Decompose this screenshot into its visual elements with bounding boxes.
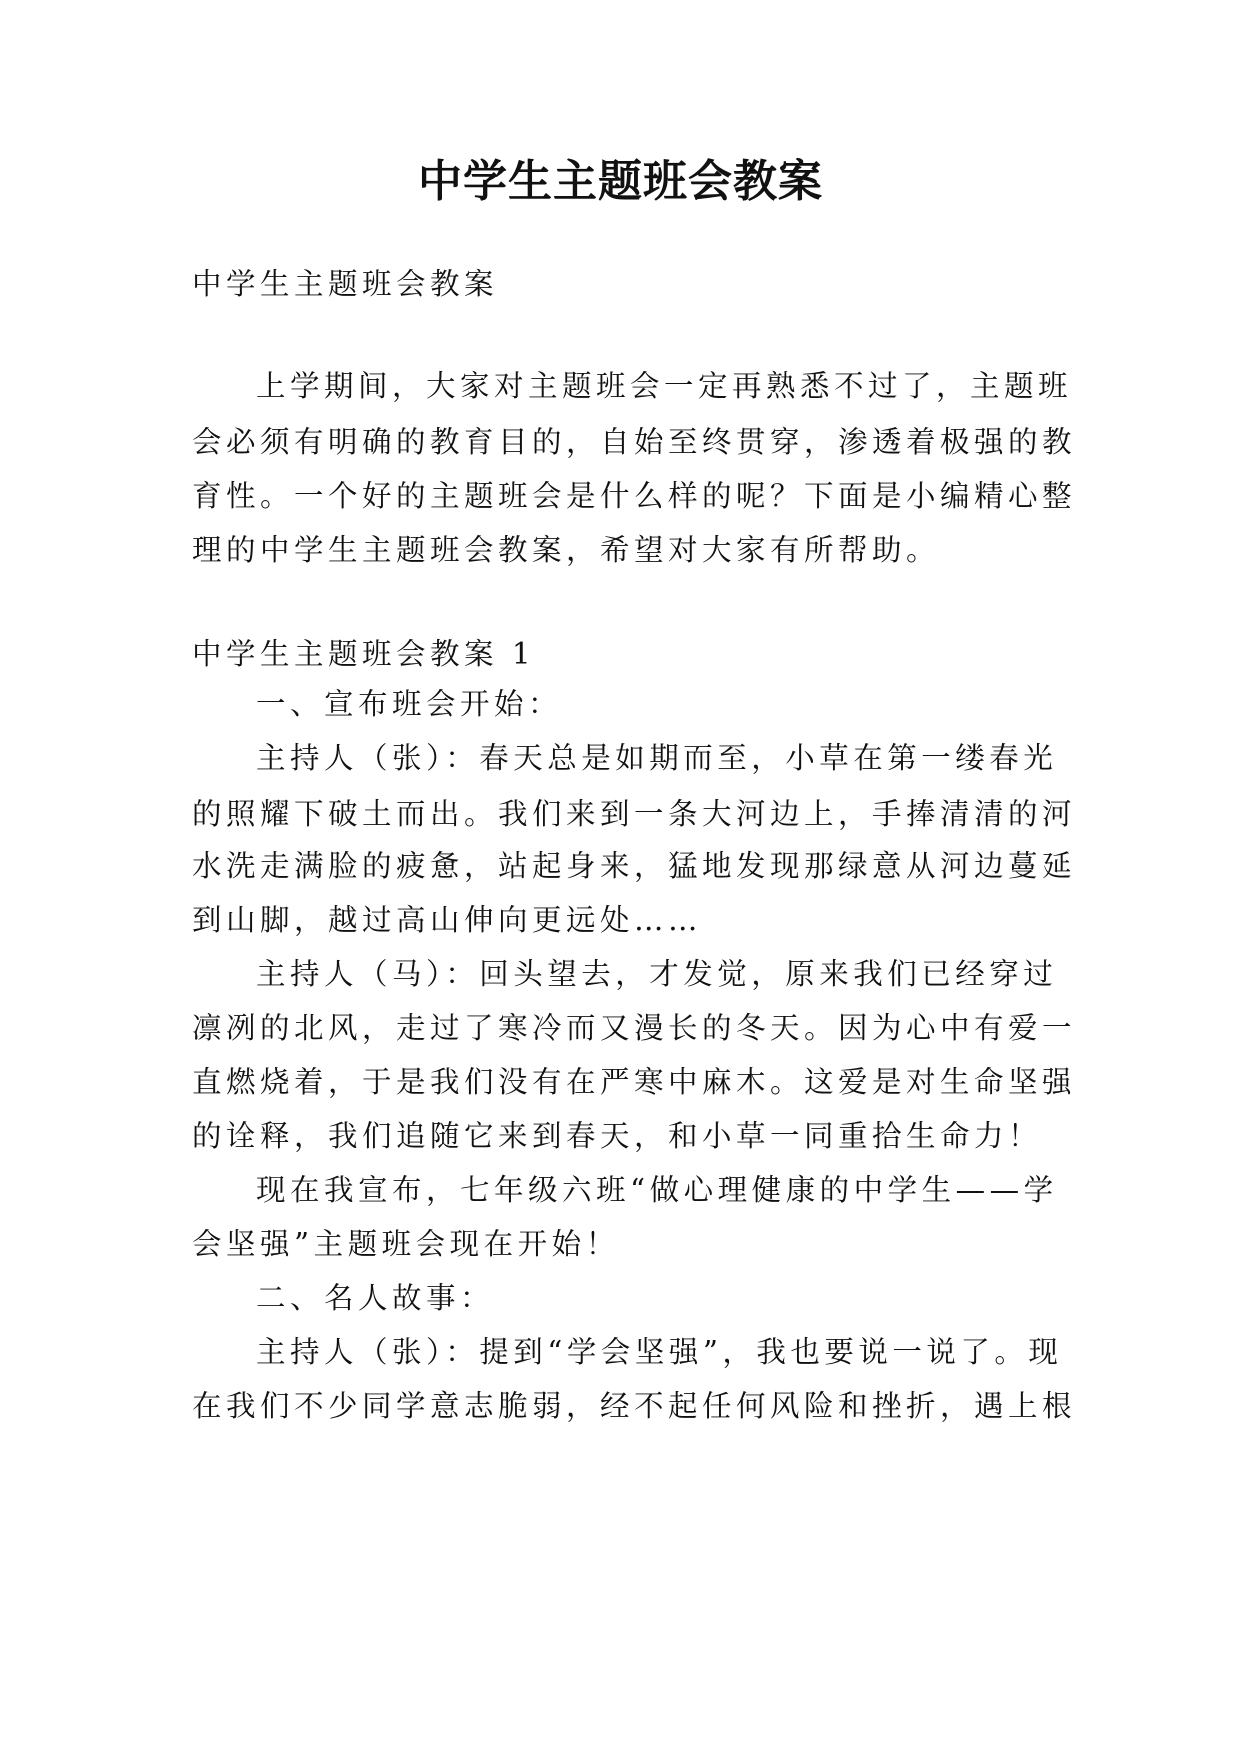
body-line: 主持人（马）：回头望去，才发觉，原来我们已经穿过 (256, 957, 1058, 991)
body-line: 在我们不少同学意志脆弱，经不起任何风险和挫折，遇上根 (192, 1389, 1077, 1423)
subtitle: 中学生主题班会教案 (192, 267, 499, 301)
body-line: 一、宣布班会开始： (256, 687, 563, 721)
intro-line: 育性。一个好的主题班会是什么样的呢？下面是小编精心整 (192, 479, 1077, 513)
intro-line: 理的中学生主题班会教案，希望对大家有所帮助。 (192, 533, 941, 567)
document-title: 中学生主题班会教案 (418, 156, 823, 207)
body-line: 到山脚，越过高山伸向更远处…… (192, 903, 703, 937)
body-line: 主持人（张）：提到“学会坚强”，我也要说一说了。现 (256, 1335, 1063, 1369)
body-line: 会坚强”主题班会现在开始！ (192, 1227, 620, 1261)
body-line: 的照耀下破土而出。我们来到一条大河边上，手捧清清的河 (192, 797, 1077, 831)
body-line: 直燃烧着，于是我们没有在严寒中麻木。这爱是对生命坚强 (192, 1065, 1077, 1099)
body-line: 水洗走满脸的疲惫，站起身来，猛地发现那绿意从河边蔓延 (192, 849, 1077, 883)
body-line: 主持人（张）：春天总是如期而至，小草在第一缕春光 (256, 741, 1058, 775)
body-line: 凛冽的北风，走过了寒冷而又漫长的冬天。因为心中有爱一 (192, 1011, 1077, 1045)
intro-line: 上学期间，大家对主题班会一定再熟悉不过了，主题班 (256, 369, 1073, 403)
section-title: 中学生主题班会教案 1 (192, 637, 536, 671)
intro-line: 会必须有明确的教育目的，自始至终贯穿，渗透着极强的教 (192, 425, 1077, 459)
body-line: 的诠释，我们追随它来到春天，和小草一同重拾生命力！ (192, 1119, 1043, 1153)
body-line: 现在我宣布，七年级六班“做心理健康的中学生——学 (256, 1173, 1058, 1207)
body-line: 二、名人故事： (256, 1281, 495, 1315)
